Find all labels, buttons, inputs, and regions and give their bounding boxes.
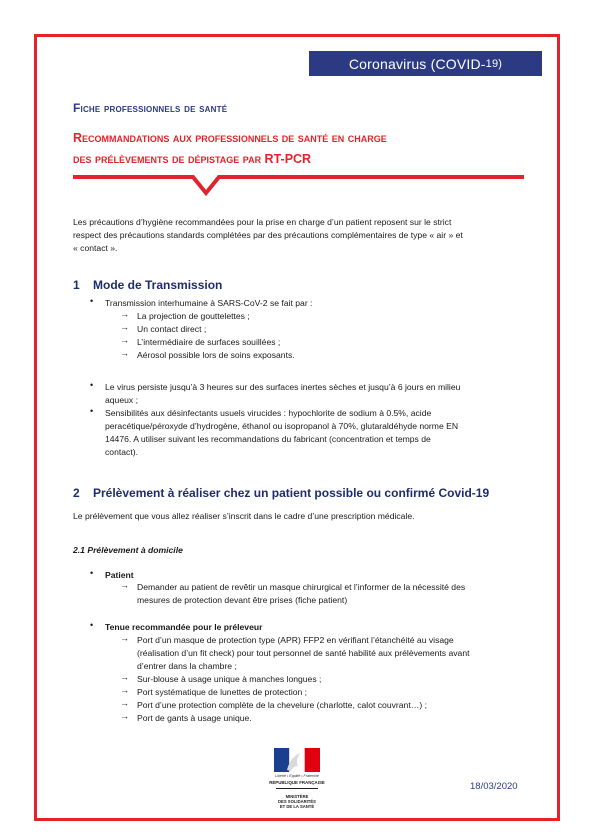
document-kicker: Fiche professionnels de santé bbox=[73, 101, 228, 115]
bullet-icon: • bbox=[90, 568, 94, 578]
disinfectant-bullet-line-2: peracétique/péroxyde d’hydrogène, éthanol ou isopropanol à 70%, glutaraldéhyde norme EN bbox=[105, 421, 459, 431]
tenue-item: Port de gants à usage unique. bbox=[137, 713, 252, 723]
ministry-name-line-3: ET DE LA SANTÉ bbox=[279, 804, 315, 809]
tenue-item: Port d’un masque de protection type (APR) FFP2 en vérifiant l’étanchéité au visage bbox=[137, 635, 454, 645]
marianne-flag-icon bbox=[274, 748, 320, 772]
persistence-bullet-line-1: Le virus persiste jusqu’à 3 heures sur des surfaces inertes sèches et jusqu’à 6 jours en milieu bbox=[105, 382, 461, 392]
tenue-item: d’entrer dans la chambre ; bbox=[137, 661, 237, 671]
persistence-bullet-line-2: aqueux ; bbox=[105, 395, 138, 405]
section-2-heading bbox=[73, 486, 489, 500]
title-line-2: des prélèvements de dépistage par RT-PCR bbox=[73, 152, 312, 166]
transmission-item: L’intermédiaire de surfaces souillées ; bbox=[137, 337, 281, 347]
intro-line-3: « contact ». bbox=[73, 243, 118, 253]
transmission-item: La projection de gouttelettes ; bbox=[137, 311, 250, 321]
arrow-icon: → bbox=[120, 698, 129, 708]
arrow-icon: → bbox=[120, 335, 129, 345]
transmission-item: Un contact direct ; bbox=[137, 324, 207, 334]
tenue-item: (réalisation d’un fit check) pour tout personnel de santé habilité aux prélèvements avant bbox=[137, 648, 470, 658]
republic-motto: Liberté • Égalité • Fraternité bbox=[275, 774, 319, 778]
patient-instruction-line-1: Demander au patient de revêtir un masque chirurgical et l’informer de la nécessité des bbox=[137, 582, 466, 592]
tenue-item: Port systématique de lunettes de protection ; bbox=[137, 687, 308, 697]
ministry-name-line-2: DES SOLIDARITÉS bbox=[278, 799, 316, 804]
banner-main-text: Coronavirus (COVID- bbox=[348, 55, 486, 72]
arrow-icon: → bbox=[120, 685, 129, 695]
transmission-bullet: Transmission interhumaine à SARS-CoV-2 se fait par : bbox=[105, 298, 313, 308]
section-2-number: 2 bbox=[73, 486, 80, 500]
intro-line-1: Les précautions d’hygiène recommandées pour la prise en charge d’un patient reposent sur le strict bbox=[73, 217, 452, 227]
section-1-heading bbox=[73, 278, 222, 292]
publication-date: 18/03/2020 bbox=[470, 781, 518, 792]
disinfectant-bullet-line-3: 14476. A utiliser suivant les recommandations du fabricant (concentration et temps de bbox=[105, 434, 431, 444]
document-title bbox=[73, 128, 543, 170]
section-1-number: 1 bbox=[73, 278, 80, 292]
title-underline-decoration bbox=[73, 173, 524, 199]
bullet-icon: • bbox=[90, 296, 94, 306]
arrow-icon: → bbox=[120, 711, 129, 721]
logo-divider bbox=[276, 788, 318, 789]
ministry-name-line-1: MINISTÈRE bbox=[285, 794, 309, 799]
bullet-icon: • bbox=[90, 406, 94, 416]
arrow-icon: → bbox=[120, 322, 129, 332]
tenue-item: Port d’une protection complète de la chevelure (charlotte, calot couvrant…) ; bbox=[137, 700, 427, 710]
ministry-logo bbox=[262, 744, 332, 820]
patient-instruction-line-2: mesures de protection devant être prises (fiche patient) bbox=[137, 595, 348, 605]
transmission-item: Aérosol possible lors de soins exposants. bbox=[137, 350, 295, 360]
section-2-title: Prélèvement à réaliser chez un patient possible ou confirmé Covid-19 bbox=[93, 486, 490, 500]
intro-line-2: respect des précautions standards complétées par des précautions complémentaires de type « air » et bbox=[73, 230, 463, 240]
title-line-1: Recommandations aux professionnels de santé en charge bbox=[73, 131, 387, 145]
banner-small-text: 19) bbox=[485, 57, 503, 70]
topic-banner bbox=[309, 51, 542, 76]
subsection-2-1-title: 2.1 Prélèvement à domicile bbox=[73, 545, 183, 555]
disinfectant-bullet-line-4: contact). bbox=[105, 447, 138, 457]
bullet-icon: • bbox=[90, 620, 94, 630]
disinfectant-bullet-line-1: Sensibilités aux désinfectants usuels virucides : hypochlorite de sodium à 0.5%, acide bbox=[105, 408, 432, 418]
tenue-label: Tenue recommandée pour le préleveur bbox=[105, 622, 263, 632]
arrow-icon: → bbox=[120, 672, 129, 682]
tenue-item: Sur-blouse à usage unique à manches longues ; bbox=[137, 674, 322, 684]
patient-label: Patient bbox=[105, 570, 134, 580]
arrow-icon: → bbox=[120, 633, 129, 643]
arrow-icon: → bbox=[120, 348, 129, 358]
section-2-intro: Le prélèvement que vous allez réaliser s’inscrit dans le cadre d’une prescription médicale. bbox=[73, 511, 415, 521]
republique-label: RÉPUBLIQUE FRANÇAISE bbox=[269, 780, 325, 785]
arrow-icon: → bbox=[120, 309, 129, 319]
arrow-icon: → bbox=[120, 580, 129, 590]
section-1-title: Mode de Transmission bbox=[93, 278, 223, 292]
bullet-icon: • bbox=[90, 380, 94, 390]
ministry-name bbox=[262, 794, 332, 809]
